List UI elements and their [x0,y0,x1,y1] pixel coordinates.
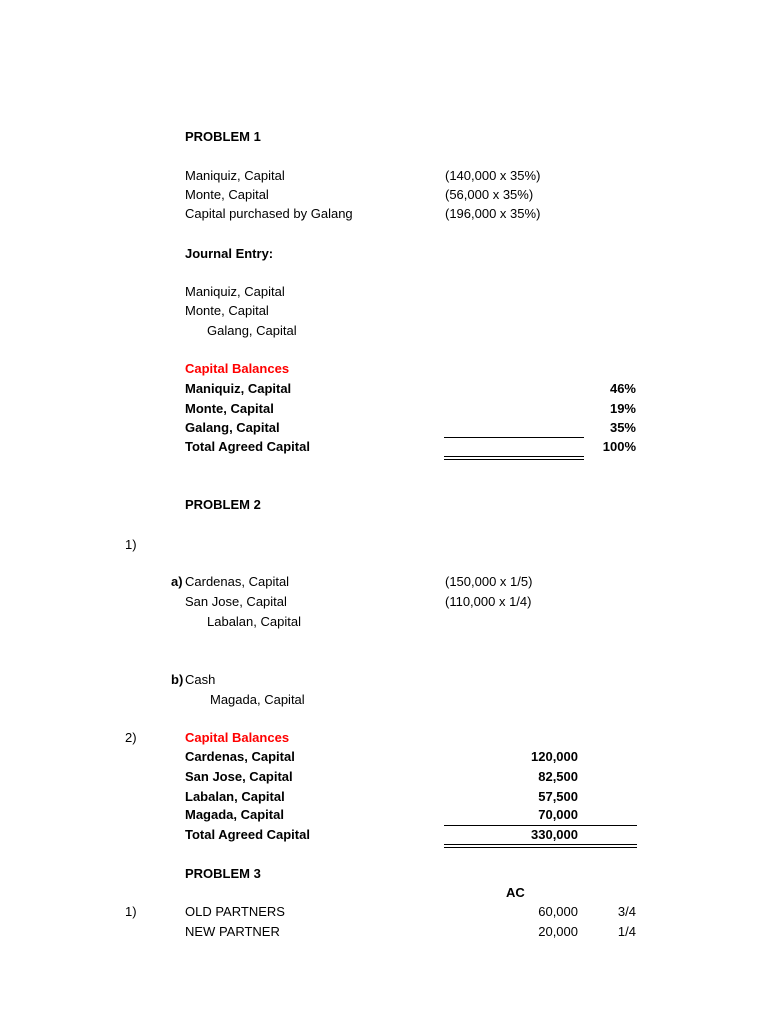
journal-debit: Maniquiz, Capital [185,284,285,299]
total-percent: 100% [602,439,636,454]
item-number: 2) [125,730,137,745]
entry-b-credit: Magada, Capital [210,692,305,707]
total-double-rule [444,844,637,848]
item-number: 1) [125,537,137,552]
purchase-formula: (56,000 x 35%) [445,187,534,202]
balance-label: Cardenas, Capital [185,749,295,764]
balance-value: 70,000 [538,807,578,822]
entry-b-debit: Cash [185,672,216,687]
partner-value: 60,000 [538,904,578,919]
balance-percent: 19% [609,401,636,416]
balance-value: 82,500 [538,769,578,784]
balance-value: 57,500 [538,789,578,804]
journal-entry-title: Journal Entry: [185,246,274,261]
entry-a-marker: a) [171,574,183,589]
balance-label: San Jose, Capital [185,769,293,784]
purchase-formula: (196,000 x 35%) [445,206,541,221]
total-label: Total Agreed Capital [185,439,310,454]
balance-label: Galang, Capital [185,420,280,435]
entry-a-formula: (110,000 x 1/4) [445,594,532,609]
partner-value: 20,000 [538,924,578,939]
total-label: Total Agreed Capital [185,827,310,842]
subtotal-rule [444,825,637,826]
partner-ratio: 3/4 [617,904,636,919]
item-number: 1) [125,904,137,919]
purchase-label: Maniquiz, Capital [185,168,285,183]
problem-3-title: PROBLEM 3 [185,866,261,881]
balance-label: Monte, Capital [185,401,274,416]
problem-1-title: PROBLEM 1 [185,129,261,144]
total-value: 330,000 [531,827,578,842]
balance-label: Maniquiz, Capital [185,381,292,396]
problem-2-title: PROBLEM 2 [185,497,261,512]
entry-a-credit: Labalan, Capital [207,614,301,629]
balance-percent: 35% [609,420,636,435]
partner-ratio: 1/4 [617,924,636,939]
total-double-rule [444,456,584,460]
purchase-label: Capital purchased by Galang [185,206,353,221]
column-header: AC [506,885,525,900]
capital-balances-title: Capital Balances [185,730,290,745]
capital-balances-title: Capital Balances [185,361,290,376]
subtotal-rule [444,437,584,438]
partner-label: OLD PARTNERS [185,904,285,919]
balance-value: 120,000 [531,749,578,764]
entry-a-debit: San Jose, Capital [185,594,287,609]
balance-label: Labalan, Capital [185,789,285,804]
partner-label: NEW PARTNER [185,924,280,939]
purchase-formula: (140,000 x 35%) [445,168,541,183]
journal-credit: Galang, Capital [207,323,297,338]
entry-b-marker: b) [171,672,184,687]
balance-percent: 46% [609,381,636,396]
entry-a-debit: Cardenas, Capital [185,574,290,589]
entry-a-formula: (150,000 x 1/5) [445,574,533,589]
balance-label: Magada, Capital [185,807,284,822]
journal-debit: Monte, Capital [185,303,269,318]
purchase-label: Monte, Capital [185,187,269,202]
